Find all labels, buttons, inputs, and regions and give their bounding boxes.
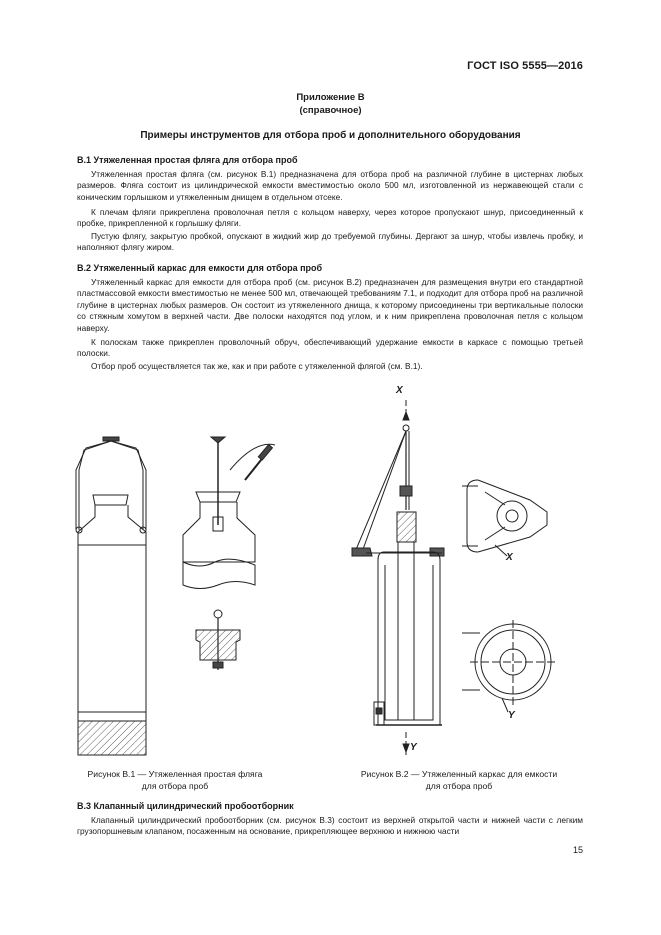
section-b2-heading: В.2 Утяжеленный каркас для емкости для отбора проб [77, 263, 323, 273]
annex-subtitle: (справочное) [299, 105, 362, 116]
section-b3-paragraph-1: Клапанный цилиндрический пробоотборник (см. рисунок В.3) состоит из верхней открытой части и нижней части с легким грузопоршневым клапаном, посаженным на основание, прикрепляющее верхнюю и нижнюю части [77, 815, 583, 837]
figure-b2-frame [352, 400, 444, 755]
flask-body [78, 505, 146, 755]
axis-label-y-side: Y [508, 710, 515, 721]
section-b2-paragraph-2: К полоскам также прикреплен проволочный обруч, обеспечивающий удержание емкости в каркасе с помощью третьей полоски. [77, 337, 583, 359]
flask-stopper-lid [93, 495, 128, 505]
section-b1-paragraph-1: Утяжеленная простая фляга (см. рисунок В.1) предназначена для отбора проб на различной глубине в цистернах любых размеров. Фляга состоит из цилиндрической емкости вместимостью около 500 мл, изготовленной из нержавеющей стали с коническим горлышком и утяжеленным днищем в отдельном отсеке. [77, 169, 583, 202]
flask-wire-loop [76, 441, 146, 530]
figure-b1-caption: Рисунок В.1 — Утяжеленная простая фляга для отбора проб [87, 769, 263, 791]
section-b1-paragraph-2: К плечам фляги прикреплена проволочная петля с кольцом наверху, через которое пропускают шнур, присоединенный к пробке, прикрепленной к горлышку фляги. [77, 207, 583, 229]
flask-weighted-bottom [78, 721, 146, 755]
page-title: Примеры инструментов для отбора проб и дополнительного оборудования [140, 130, 521, 141]
frame-container [378, 552, 440, 725]
section-b1-paragraph-3: Пустую флягу, закрытую пробкой, опускают в жидкий жир до требуемой глубины. Дергают за шнур, чтобы извлечь пробку, и наполняют флягу жиром. [77, 231, 583, 253]
figure-b2-caption: Рисунок В.2 — Утяжеленный каркас для емкости для отбора проб [360, 769, 558, 791]
axis-label-x-top: X [396, 385, 403, 396]
annex-title: Приложение В [296, 92, 365, 103]
figure-b2-view-x [462, 480, 547, 556]
section-b2-paragraph-1: Утяжеленный каркас для емкости для отбора проб (см. рисунок В.2) предназначен для размещения внутри его стандартной пластмассовой емкости вместимостью не менее 500 мл, отвечающей требованиям 7.1, и подходит для отбора проб на различной глубине в цистернах любых размеров. Он состоит из утяжеленного днища, к которому присоединены три вертикальные полоски со стяжным хомутом в верхней части. Две полоски находятся под углом, и к ним прикреплена проволочная петля с кольцом наверху. [77, 277, 583, 333]
page-number: 15 [572, 845, 583, 855]
figure-b1-detail-neck [183, 437, 275, 589]
section-b3-heading: В.3 Клапанный цилиндрический пробоотборник [77, 801, 294, 811]
flask-top-ring [103, 437, 119, 441]
frame-top-clamp [397, 512, 416, 542]
section-b1-heading: В.1 Утяжеленная простая фляга для отбора проб [77, 155, 298, 165]
figure-b2-view-y [462, 620, 556, 712]
axis-label-y-bottom: Y [410, 742, 417, 753]
standard-header: ГОСТ ISO 5555—2016 [467, 60, 583, 72]
section-b2-paragraph-3: Отбор проб осуществляется так же, как и при работе с утяжеленной флягой (см. В.1). [91, 361, 423, 371]
axis-label-x-side: X [506, 552, 513, 563]
figure-b1-flask [76, 437, 146, 755]
figure-b1-detail-stopper [196, 610, 240, 670]
